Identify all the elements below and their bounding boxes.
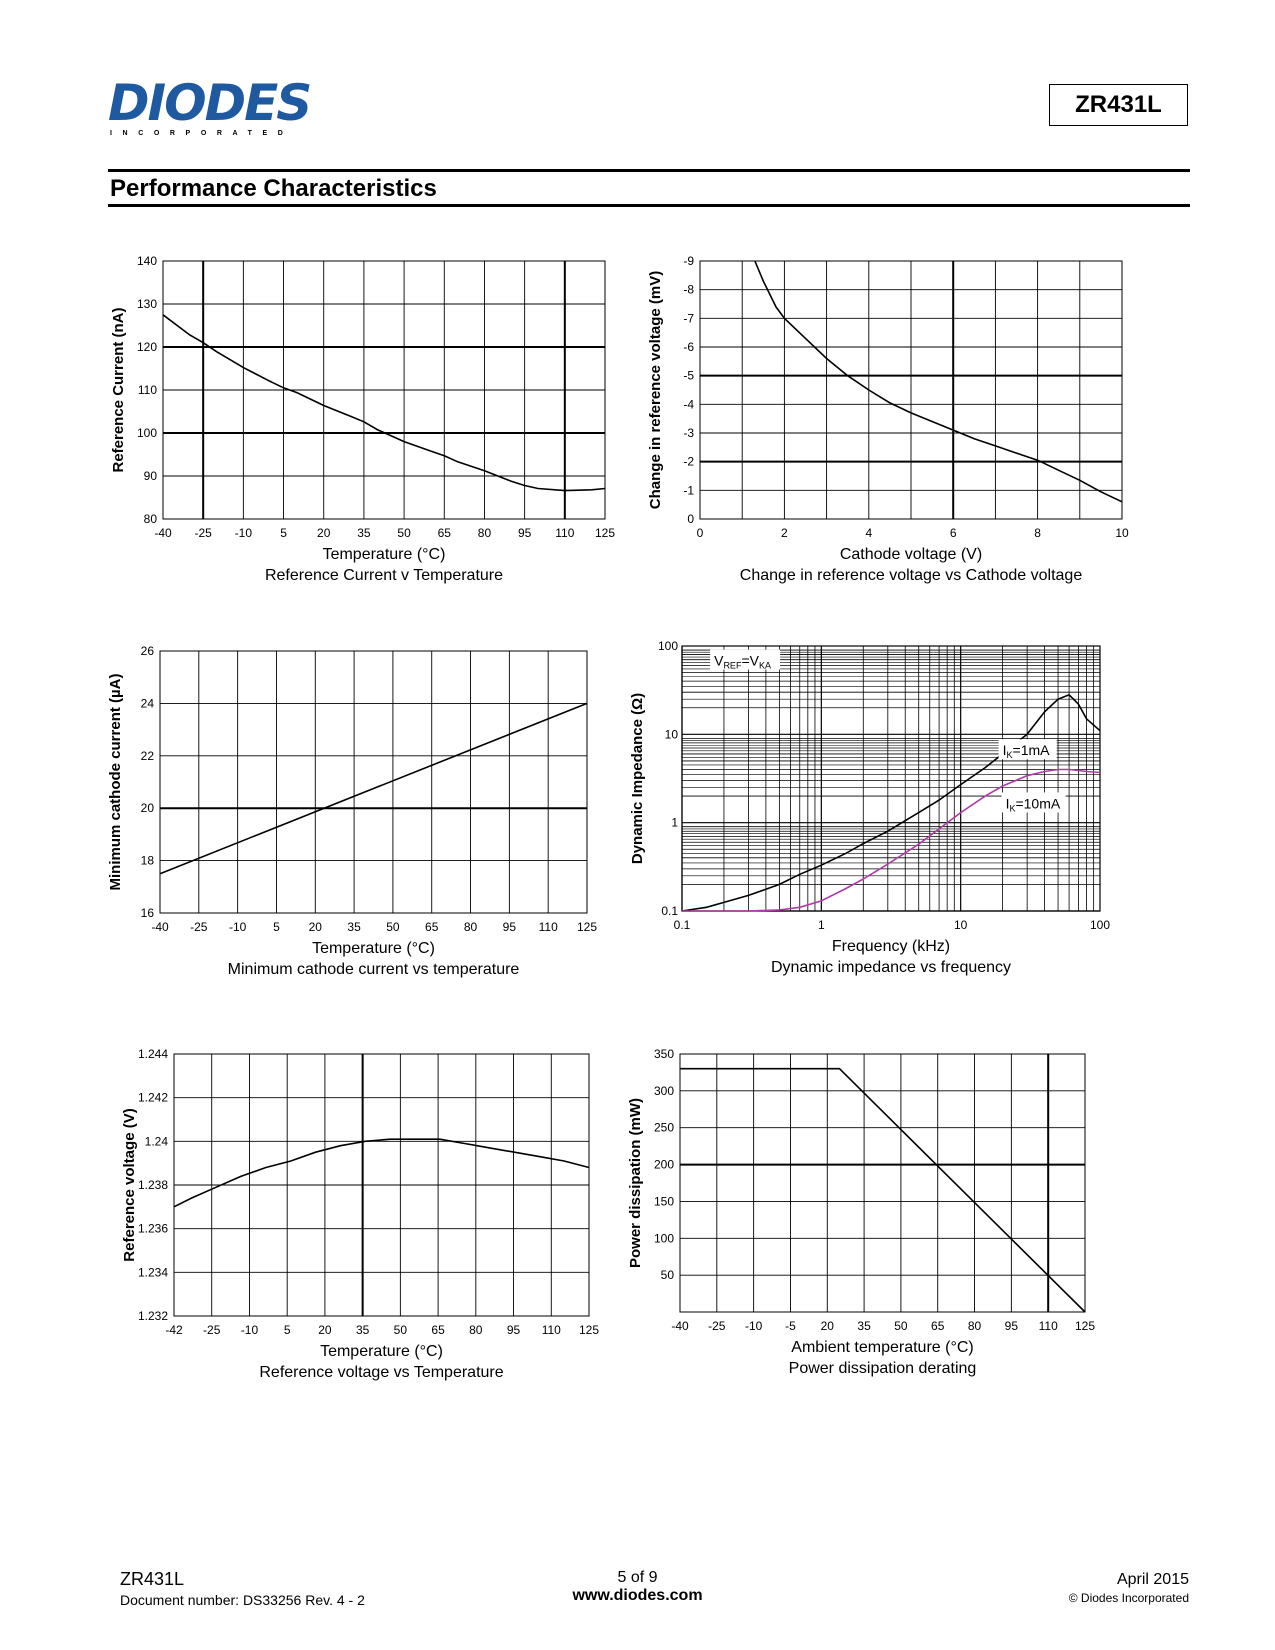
logo-subtitle: INCORPORATED bbox=[110, 130, 294, 137]
ann-vref-vka: $V_{REF}=V_{KA}$ bbox=[714, 652, 771, 671]
y-tick-label: 100 bbox=[657, 639, 678, 653]
x-tick-label: 50 bbox=[397, 526, 411, 540]
chart-svg bbox=[107, 644, 638, 1010]
footer-part: ZR431L bbox=[120, 1569, 185, 1589]
x-tick-label: 10 bbox=[1115, 526, 1129, 540]
grid bbox=[680, 1054, 1085, 1312]
x-tick-label: -10 bbox=[228, 920, 247, 934]
x-tick-label: -40 bbox=[154, 526, 172, 540]
x-axis-label: Temperature (°C) bbox=[312, 940, 435, 957]
y-tick-label: 18 bbox=[140, 853, 154, 868]
y-tick-label: 22 bbox=[140, 748, 154, 763]
y-tick-label: 1.234 bbox=[137, 1265, 168, 1280]
tick-labels bbox=[654, 1047, 1095, 1333]
x-tick-label: 8 bbox=[1034, 526, 1041, 540]
y-tick-label: 20 bbox=[140, 801, 154, 816]
chart-title: Reference voltage vs Temperature bbox=[259, 1364, 504, 1381]
x-tick-label: 95 bbox=[1004, 1319, 1019, 1333]
chart-svg bbox=[647, 245, 1180, 595]
y-tick-label: 0.1 bbox=[661, 904, 678, 918]
y-axis-label: Power dissipation (mW) bbox=[627, 1097, 644, 1269]
x-tick-label: 80 bbox=[477, 526, 492, 540]
footer-url[interactable]: www.diodes.com bbox=[572, 1587, 703, 1604]
x-tick-label: -10 bbox=[234, 526, 253, 540]
x-tick-label: 5 bbox=[283, 1323, 291, 1337]
x-tick-label: 125 bbox=[576, 920, 598, 934]
x-tick-label: 110 bbox=[538, 920, 558, 934]
y-tick-label: 200 bbox=[653, 1157, 674, 1172]
chart-title: Minimum cathode current vs temperature bbox=[227, 961, 520, 978]
ann-ik-10ma: $I_K=10mA$ bbox=[1005, 795, 1061, 814]
series-line-0 bbox=[174, 1139, 589, 1207]
x-tick-label: 0 bbox=[696, 526, 704, 540]
x-axis-label: Frequency (kHz) bbox=[831, 938, 951, 955]
series-line-0 bbox=[163, 315, 605, 491]
x-tick-label: 5 bbox=[280, 526, 287, 540]
grid bbox=[682, 646, 1100, 911]
tick-labels bbox=[137, 254, 615, 540]
x-tick-label: 20 bbox=[318, 1323, 332, 1337]
x-tick-label: 35 bbox=[355, 1323, 370, 1337]
x-tick-label: 50 bbox=[894, 1319, 908, 1333]
y-tick-label: -4 bbox=[683, 397, 694, 412]
header-rule-top bbox=[108, 169, 1190, 172]
y-tick-label: 1.244 bbox=[137, 1047, 168, 1061]
x-tick-label: 80 bbox=[469, 1323, 483, 1337]
x-tick-label: 35 bbox=[357, 526, 371, 540]
x-tick-label: -5 bbox=[785, 1319, 796, 1333]
x-tick-label: 125 bbox=[578, 1323, 600, 1337]
y-tick-label: 0 bbox=[687, 512, 694, 526]
chart-min-cathode-current bbox=[107, 644, 638, 1010]
series-line-0 bbox=[160, 703, 587, 873]
x-axis-label: Ambient temperature (°C) bbox=[791, 1339, 974, 1356]
x-tick-label: 125 bbox=[594, 526, 616, 540]
y-tick-label: -3 bbox=[683, 426, 694, 440]
footer-right bbox=[1069, 1571, 1189, 1605]
x-tick-label: 65 bbox=[425, 920, 439, 934]
y-axis-label: Reference Current (nA) bbox=[110, 307, 127, 473]
y-tick-label: 300 bbox=[653, 1083, 674, 1098]
x-tick-label: -10 bbox=[744, 1319, 763, 1333]
y-tick-label: 26 bbox=[140, 644, 154, 658]
x-tick-label: 20 bbox=[308, 920, 322, 934]
y-axis-label: Dynamic Impedance (Ω) bbox=[629, 692, 646, 865]
x-tick-label: 1 bbox=[817, 918, 825, 932]
x-tick-label: 110 bbox=[1038, 1319, 1058, 1333]
x-tick-label: -25 bbox=[194, 526, 212, 540]
grid bbox=[700, 261, 1122, 519]
x-tick-label: 35 bbox=[347, 920, 361, 934]
x-tick-label: 95 bbox=[502, 920, 517, 934]
grid bbox=[160, 651, 587, 913]
y-tick-label: 110 bbox=[137, 383, 157, 397]
chart-title: Dynamic impedance vs frequency bbox=[770, 959, 1012, 976]
x-tick-label: -25 bbox=[708, 1319, 726, 1333]
x-tick-label: 10 bbox=[953, 918, 968, 932]
logo-wordmark: DIODES bbox=[108, 74, 311, 132]
chart-reference-voltage-change bbox=[647, 245, 1180, 595]
footer-date: April 2015 bbox=[1116, 1571, 1189, 1588]
y-tick-label: -1 bbox=[683, 483, 694, 498]
tick-labels bbox=[141, 644, 598, 934]
tick-labels bbox=[683, 254, 1129, 540]
x-tick-label: 80 bbox=[967, 1319, 982, 1333]
y-tick-label: -6 bbox=[683, 340, 694, 354]
chart-svg bbox=[108, 245, 638, 595]
x-tick-label: 125 bbox=[1074, 1319, 1096, 1333]
x-tick-label: -25 bbox=[203, 1323, 221, 1337]
y-tick-label: 100 bbox=[136, 426, 157, 440]
x-tick-label: 20 bbox=[317, 526, 331, 540]
y-tick-label: 130 bbox=[136, 297, 157, 311]
x-tick-label: 65 bbox=[437, 526, 451, 540]
x-tick-label: 100 bbox=[1089, 918, 1111, 932]
x-axis-label: Cathode voltage (V) bbox=[839, 546, 983, 563]
grid bbox=[163, 261, 605, 519]
x-tick-label: 65 bbox=[431, 1323, 445, 1337]
x-tick-label: -40 bbox=[151, 920, 169, 934]
x-tick-label: -10 bbox=[240, 1323, 259, 1337]
x-tick-label: 6 bbox=[949, 526, 957, 540]
x-tick-label: 50 bbox=[386, 920, 400, 934]
chart-dynamic-impedance bbox=[629, 639, 1180, 1010]
chart-reference-current bbox=[108, 245, 638, 595]
footer-copyright: © Diodes Incorporated bbox=[1068, 1591, 1189, 1605]
plot-frame bbox=[680, 1054, 1085, 1312]
series-line-0 bbox=[755, 261, 1122, 502]
x-tick-label: 95 bbox=[506, 1323, 521, 1337]
y-axis-label: Reference voltage (V) bbox=[121, 1108, 138, 1262]
y-tick-label: 24 bbox=[140, 696, 154, 711]
y-axis-label: Minimum cathode current (µA) bbox=[107, 673, 124, 891]
chart-title: Reference Current v Temperature bbox=[264, 567, 504, 584]
y-tick-label: 140 bbox=[136, 254, 157, 268]
y-tick-label: 150 bbox=[653, 1194, 674, 1209]
header-rule-bottom bbox=[108, 204, 1190, 207]
x-tick-label: 20 bbox=[820, 1319, 834, 1333]
x-tick-label: -42 bbox=[165, 1323, 183, 1337]
y-tick-label: 250 bbox=[653, 1120, 674, 1135]
y-tick-label: 90 bbox=[143, 469, 157, 483]
x-tick-label: -40 bbox=[671, 1319, 689, 1333]
y-tick-label: 1.242 bbox=[137, 1090, 168, 1105]
x-tick-label: 4 bbox=[865, 526, 873, 540]
chart-svg bbox=[627, 1047, 1180, 1415]
x-tick-label: 50 bbox=[393, 1323, 408, 1337]
y-tick-label: 350 bbox=[653, 1047, 674, 1061]
y-tick-label: 1.232 bbox=[137, 1309, 168, 1323]
chart-title: Change in reference voltage vs Cathode voltage bbox=[739, 567, 1083, 584]
x-tick-label: 95 bbox=[517, 526, 532, 540]
x-tick-label: 80 bbox=[463, 920, 478, 934]
tick-labels bbox=[658, 639, 1110, 932]
y-tick-label: -8 bbox=[683, 282, 694, 297]
y-tick-label: 1.238 bbox=[137, 1178, 168, 1192]
y-tick-label: 50 bbox=[660, 1268, 674, 1283]
diodes-logo bbox=[108, 74, 328, 138]
ann-ik-1ma: $I_K=1mA$ bbox=[1002, 742, 1050, 761]
grid bbox=[174, 1054, 589, 1316]
y-tick-label: -9 bbox=[683, 254, 694, 268]
x-tick-label: 65 bbox=[931, 1319, 945, 1333]
y-tick-label: 80 bbox=[143, 512, 157, 526]
series-line-1 bbox=[682, 770, 1100, 912]
y-tick-label: 120 bbox=[136, 340, 157, 354]
y-tick-label: 1.24 bbox=[144, 1134, 168, 1149]
x-tick-label: 35 bbox=[857, 1319, 871, 1333]
x-axis-label: Temperature (°C) bbox=[322, 546, 446, 563]
x-tick-label: 2 bbox=[781, 526, 788, 540]
x-tick-label: 5 bbox=[273, 920, 280, 934]
chart-power-derating bbox=[627, 1047, 1180, 1415]
plot-frame bbox=[682, 646, 1100, 911]
footer-page: 5 of 9 bbox=[617, 1569, 658, 1586]
y-tick-label: 1 bbox=[671, 815, 678, 830]
y-axis-label: Change in reference voltage (mV) bbox=[647, 270, 664, 510]
x-tick-label: 110 bbox=[555, 526, 575, 540]
part-number-box: ZR431L bbox=[1049, 84, 1188, 126]
y-tick-label: 1.236 bbox=[137, 1221, 168, 1236]
plot-frame bbox=[160, 651, 587, 913]
y-tick-label: 100 bbox=[653, 1231, 674, 1246]
y-tick-label: -7 bbox=[683, 311, 694, 326]
y-tick-label: -5 bbox=[683, 368, 694, 383]
footer-doc-number: Document number: DS33256 Rev. 4 - 2 bbox=[120, 1592, 365, 1608]
chart-svg bbox=[629, 639, 1180, 1010]
x-tick-label: 0.1 bbox=[673, 918, 691, 932]
chart-reference-voltage-temp bbox=[108, 1047, 638, 1415]
y-tick-label: 10 bbox=[664, 727, 678, 742]
chart-title: Power dissipation derating bbox=[788, 1360, 977, 1377]
x-tick-label: -25 bbox=[190, 920, 208, 934]
y-tick-label: 16 bbox=[140, 906, 154, 920]
x-tick-label: 110 bbox=[541, 1323, 561, 1337]
section-title: Performance Characteristics bbox=[110, 175, 437, 202]
x-axis-label: Temperature (°C) bbox=[320, 1343, 443, 1360]
y-tick-label: -2 bbox=[683, 454, 694, 469]
chart-svg bbox=[108, 1047, 638, 1415]
